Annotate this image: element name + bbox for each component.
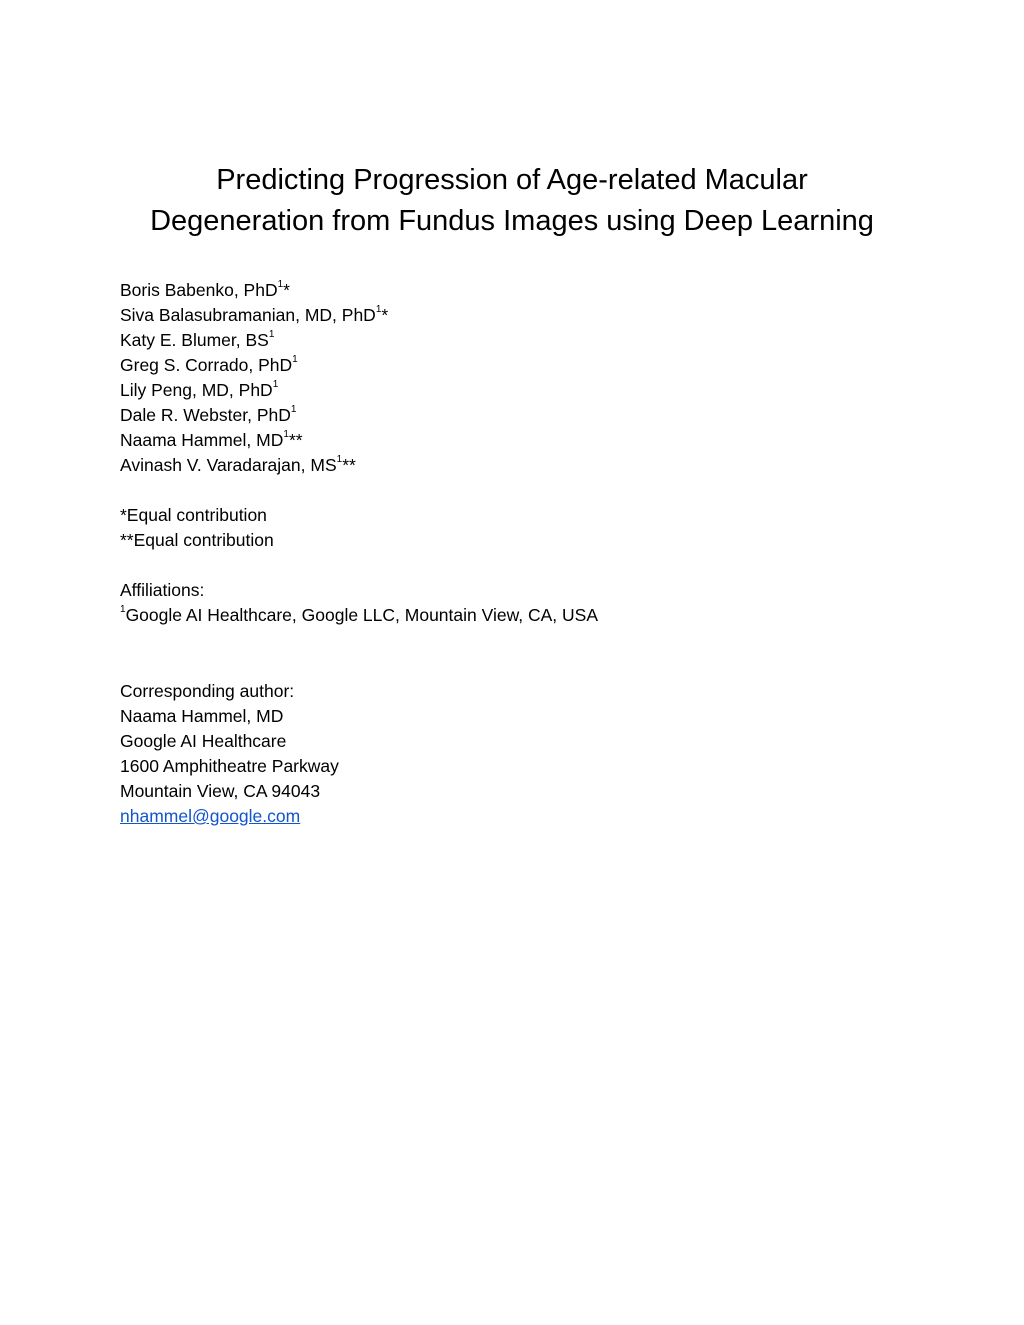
- author-affiliation-mark: 1: [268, 329, 275, 341]
- author-affiliation-mark: 1: [272, 379, 279, 391]
- corresponding-author-section: [120, 679, 920, 829]
- author-name: Greg S. Corrado, PhD: [120, 355, 293, 375]
- author-list: [120, 278, 920, 478]
- corresponding-email-link[interactable]: nhammel@google.com: [120, 806, 301, 826]
- author-entry: [120, 353, 920, 378]
- affiliation-text: Google AI Healthcare, Google LLC, Mountain View, CA, USA: [125, 605, 599, 625]
- author-affiliation-mark: 1: [375, 304, 382, 316]
- author-contribution-mark: *: [283, 280, 290, 300]
- paper-title: [0, 160, 1024, 242]
- affiliation-mark: 1: [120, 604, 126, 616]
- affiliation-entry: [120, 603, 920, 628]
- author-name: Siva Balasubramanian, MD, PhD: [120, 305, 376, 325]
- contribution-notes: [120, 503, 920, 553]
- author-contribution-mark: **: [342, 455, 356, 475]
- author-entry: [120, 378, 920, 403]
- affiliations-heading: Affiliations:: [120, 580, 205, 600]
- author-affiliation-mark: 1: [292, 354, 298, 366]
- author-entry: [120, 303, 920, 328]
- author-name: Katy E. Blumer, BS: [120, 330, 269, 350]
- affiliations-section: [120, 578, 920, 628]
- author-affiliation-mark: 1: [290, 404, 297, 416]
- author-entry: [120, 278, 920, 303]
- corresponding-city: Mountain View, CA 94043: [120, 781, 321, 801]
- author-name: Dale R. Webster, PhD: [120, 405, 291, 425]
- author-affiliation-mark: 1: [277, 279, 284, 291]
- corresponding-heading: Corresponding author:: [120, 681, 295, 701]
- author-name: Naama Hammel, MD: [120, 430, 284, 450]
- author-affiliation-mark: 1: [336, 454, 343, 466]
- author-entry: [120, 428, 920, 453]
- equal-contribution-note: *Equal contribution: [120, 505, 267, 525]
- corresponding-organization: Google AI Healthcare: [120, 731, 287, 751]
- author-name: Avinash V. Varadarajan, MS: [120, 455, 337, 475]
- corresponding-name: Naama Hammel, MD: [120, 706, 284, 726]
- paper-title-line-1: Predicting Progression of Age-related Macular: [216, 164, 808, 196]
- author-name: Boris Babenko, PhD: [120, 280, 278, 300]
- author-contribution-mark: *: [381, 305, 389, 325]
- paper-title-line-2: Degeneration from Fundus Images using Deep Learning: [150, 205, 874, 237]
- corresponding-street: 1600 Amphitheatre Parkway: [120, 756, 339, 776]
- author-entry: [120, 453, 920, 478]
- author-entry: [120, 403, 920, 428]
- author-entry: [120, 328, 920, 353]
- author-affiliation-mark: 1: [283, 429, 289, 441]
- equal-contribution-note: **Equal contribution: [120, 530, 274, 550]
- author-name: Lily Peng, MD, PhD: [120, 380, 273, 400]
- author-contribution-mark: **: [288, 430, 303, 450]
